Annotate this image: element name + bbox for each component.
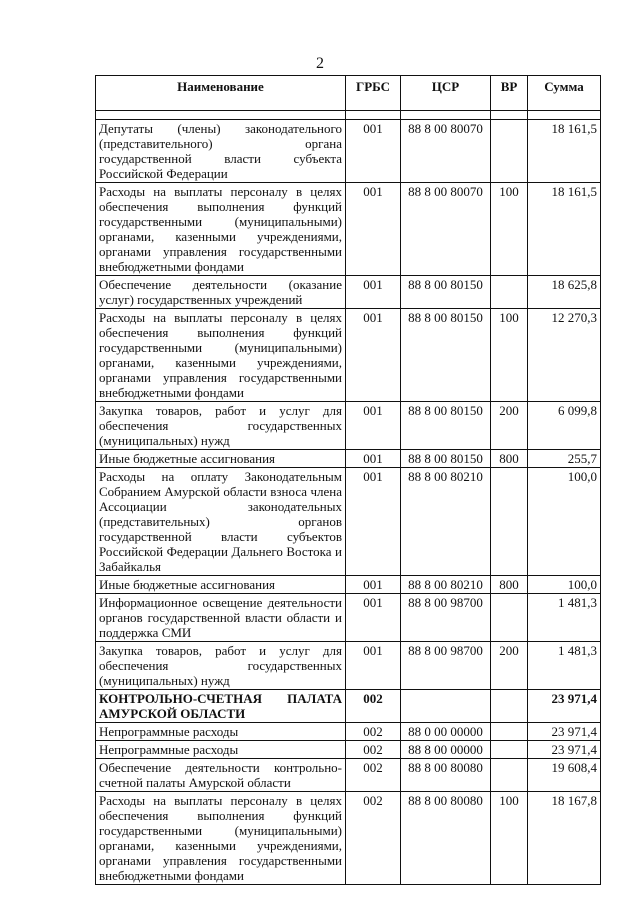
header-csr: ЦСР <box>401 76 491 111</box>
cell-grbs: 001 <box>346 309 401 402</box>
cell-sum: 23 971,4 <box>528 690 601 723</box>
cell-csr: 88 8 00 80150 <box>401 402 491 450</box>
cell-csr: 88 8 00 80080 <box>401 759 491 792</box>
table-row <box>96 576 601 594</box>
cell-sum: 18 167,8 <box>528 792 601 885</box>
cell-csr <box>401 690 491 723</box>
cell-vr: 200 <box>491 642 528 690</box>
cell-name: Обеспечение деятельности контрольно-счетной палаты Амурской области <box>96 759 346 792</box>
cell-vr <box>491 690 528 723</box>
cell-csr: 88 8 00 98700 <box>401 642 491 690</box>
cell-name: Непрограммные расходы <box>96 741 346 759</box>
cell-sum: 19 608,4 <box>528 759 601 792</box>
table-row <box>96 690 601 723</box>
cell-name: Расходы на оплату Законодательным Собранием Амурской области взноса члена Ассоциации законодательных (представительных) органов государственной власти субъектов Российской Федерации Дальнего Востока и Забайкалья <box>96 468 346 576</box>
table-row <box>96 276 601 309</box>
cell-vr: 800 <box>491 450 528 468</box>
cell-name: Закупка товаров, работ и услуг для обеспечения государственных (муниципальных) нужд <box>96 642 346 690</box>
cell-vr: 200 <box>491 402 528 450</box>
table-row <box>96 183 601 276</box>
cell-vr: 100 <box>491 183 528 276</box>
cell-sum: 12 270,3 <box>528 309 601 402</box>
cell-sum: 1 481,3 <box>528 594 601 642</box>
table-row <box>96 759 601 792</box>
table-row <box>96 450 601 468</box>
cell-grbs: 001 <box>346 642 401 690</box>
cell-grbs: 002 <box>346 759 401 792</box>
cell-csr: 88 8 00 80070 <box>401 183 491 276</box>
cell-sum: 100,0 <box>528 576 601 594</box>
cell-vr: 100 <box>491 309 528 402</box>
cell-grbs: 002 <box>346 792 401 885</box>
cell-sum: 255,7 <box>528 450 601 468</box>
cell-name: Закупка товаров, работ и услуг для обеспечения государственных (муниципальных) нужд <box>96 402 346 450</box>
cell-csr: 88 0 00 00000 <box>401 723 491 741</box>
table-row <box>96 723 601 741</box>
cell-csr: 88 8 00 00000 <box>401 741 491 759</box>
cell-vr <box>491 120 528 183</box>
cell-vr <box>491 759 528 792</box>
cell-vr <box>491 723 528 741</box>
cell-grbs: 002 <box>346 723 401 741</box>
cell-name: Информационное освещение деятельности органов государственной власти области и поддержка СМИ <box>96 594 346 642</box>
page-number: 2 <box>316 55 324 72</box>
cell-sum: 100,0 <box>528 468 601 576</box>
header-sum: Сумма <box>528 76 601 111</box>
cell-sum: 18 161,5 <box>528 183 601 276</box>
cell-grbs: 001 <box>346 450 401 468</box>
header-name: Наименование <box>96 76 346 111</box>
cell-csr: 88 8 00 80150 <box>401 450 491 468</box>
cell-grbs: 001 <box>346 594 401 642</box>
cell-vr: 100 <box>491 792 528 885</box>
cell-grbs: 002 <box>346 741 401 759</box>
cell-csr: 88 8 00 98700 <box>401 594 491 642</box>
cell-grbs: 001 <box>346 468 401 576</box>
cell-csr: 88 8 00 80210 <box>401 576 491 594</box>
table-row <box>96 120 601 183</box>
spacer-row <box>96 111 601 120</box>
table-header-row <box>96 76 601 111</box>
cell-csr: 88 8 00 80070 <box>401 120 491 183</box>
table-row <box>96 309 601 402</box>
table-row <box>96 741 601 759</box>
cell-sum: 1 481,3 <box>528 642 601 690</box>
cell-vr <box>491 594 528 642</box>
cell-sum: 23 971,4 <box>528 723 601 741</box>
cell-name: Расходы на выплаты персоналу в целях обеспечения выполнения функций государственными (муниципальными) органами, казенными учреждениями, органами управления государственными внебюджетными фондами <box>96 309 346 402</box>
cell-sum: 18 161,5 <box>528 120 601 183</box>
cell-vr: 800 <box>491 576 528 594</box>
cell-csr: 88 8 00 80210 <box>401 468 491 576</box>
cell-name: Иные бюджетные ассигнования <box>96 576 346 594</box>
cell-sum: 23 971,4 <box>528 741 601 759</box>
cell-grbs: 002 <box>346 690 401 723</box>
cell-csr: 88 8 00 80080 <box>401 792 491 885</box>
table-row <box>96 642 601 690</box>
header-vr: ВР <box>491 76 528 111</box>
cell-name: Непрограммные расходы <box>96 723 346 741</box>
table-row <box>96 594 601 642</box>
cell-grbs: 001 <box>346 120 401 183</box>
cell-sum: 18 625,8 <box>528 276 601 309</box>
cell-name: Расходы на выплаты персоналу в целях обеспечения выполнения функций государственными (муниципальными) органами, казенными учреждениями, органами управления государственными внебюджетными фондами <box>96 792 346 885</box>
table-row <box>96 468 601 576</box>
cell-name: Обеспечение деятельности (оказание услуг) государственных учреждений <box>96 276 346 309</box>
cell-csr: 88 8 00 80150 <box>401 309 491 402</box>
cell-name: Расходы на выплаты персоналу в целях обеспечения выполнения функций государственными (муниципальными) органами, казенными учреждениями, органами управления государственными внебюджетными фондами <box>96 183 346 276</box>
cell-grbs: 001 <box>346 183 401 276</box>
cell-sum: 6 099,8 <box>528 402 601 450</box>
cell-grbs: 001 <box>346 276 401 309</box>
table-row <box>96 402 601 450</box>
budget-table <box>95 75 601 885</box>
cell-name: Депутаты (члены) законодательного (представительного) органа государственной власти субъекта Российской Федерации <box>96 120 346 183</box>
header-grbs: ГРБС <box>346 76 401 111</box>
cell-vr <box>491 741 528 759</box>
cell-vr <box>491 468 528 576</box>
cell-grbs: 001 <box>346 402 401 450</box>
cell-vr <box>491 276 528 309</box>
cell-csr: 88 8 00 80150 <box>401 276 491 309</box>
table-row <box>96 792 601 885</box>
cell-grbs: 001 <box>346 576 401 594</box>
cell-name: Иные бюджетные ассигнования <box>96 450 346 468</box>
cell-name: КОНТРОЛЬНО-СЧЕТНАЯ ПАЛАТА АМУРСКОЙ ОБЛАСТИ <box>96 690 346 723</box>
